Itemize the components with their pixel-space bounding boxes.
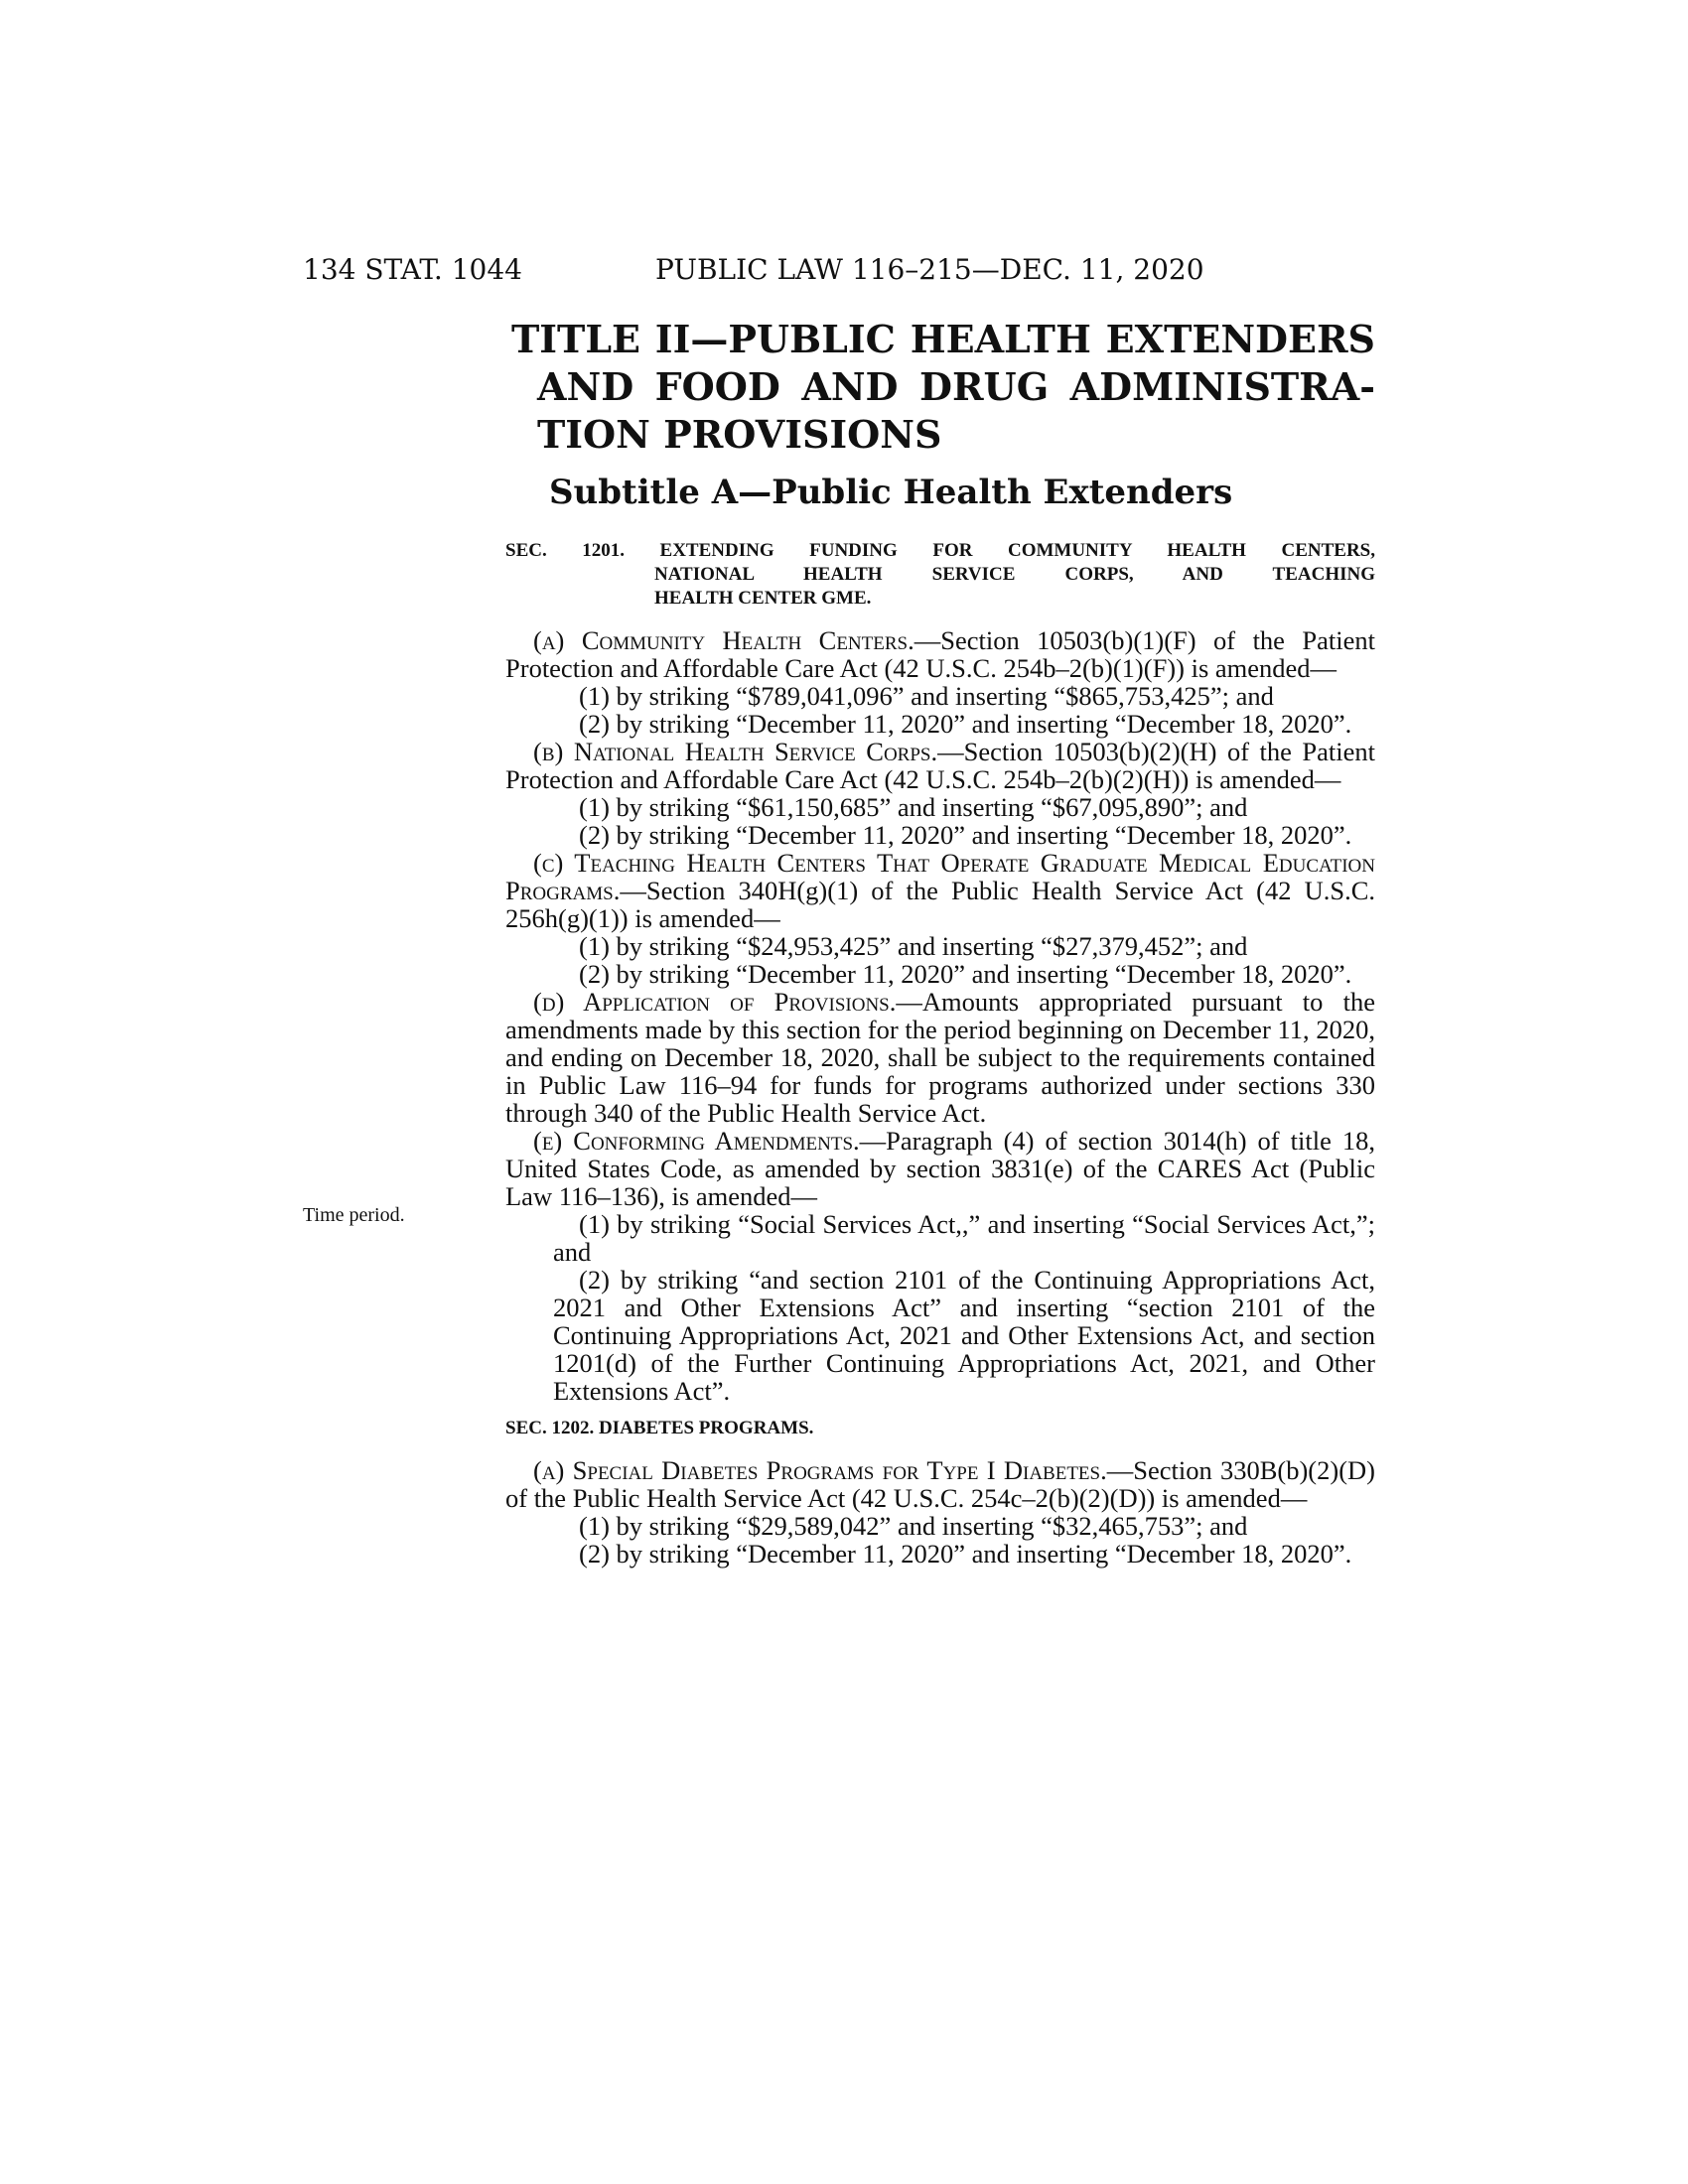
subsection-a xyxy=(505,1456,1375,1512)
section-heading-line: SEC. 1202. DIABETES PROGRAMS. xyxy=(505,1418,814,1438)
title-line-3: TION PROVISIONS xyxy=(537,412,942,457)
subsection-text: —Section 10503(b)(2)(H) of the Patient Protection and Affordable Care Act (42 U.S.C. 254b–2(b)(2)(H)) is amended— xyxy=(505,737,1375,794)
subsection-heading: (a) Special Diabetes Programs for Type I Diabetes. xyxy=(533,1455,1107,1485)
title-line-1: TITLE II—PUBLIC HEALTH EXTENDERS xyxy=(511,317,1375,361)
subsection-text: —Section 330B(b)(2)(D) of the Public Health Service Act (42 U.S.C. 254c–2(b)(2)(D)) is amended— xyxy=(505,1455,1375,1513)
section-heading-line: HEALTH CENTER GME. xyxy=(654,588,872,609)
paragraph-c1: (1) by striking “$24,953,425” and inserting “$27,379,452”; and xyxy=(579,931,1248,961)
subsection-heading: (c) Teaching Health Centers That Operate Graduate Medical Education Programs. xyxy=(505,848,1375,905)
section-1201-heading xyxy=(505,539,1375,611)
subsection-text: —Section 340H(g)(1) of the Public Health Service Act (42 U.S.C. 256h(g)(1)) is amended— xyxy=(505,876,1375,933)
subsection-c xyxy=(505,849,1375,932)
body-text xyxy=(505,539,1375,1568)
title-line-2: AND FOOD AND DRUG ADMINISTRA- xyxy=(537,364,1375,409)
section-heading-line: SEC. 1201. EXTENDING FUNDING FOR COMMUNITY HEALTH CENTERS, xyxy=(505,540,1375,561)
subsection-a xyxy=(505,626,1375,682)
subsection-heading: (a) Community Health Centers. xyxy=(533,625,914,655)
section-heading-line: NATIONAL HEALTH SERVICE CORPS, AND TEACHING xyxy=(654,564,1375,585)
subsection-heading: (e) Conforming Amendments. xyxy=(533,1126,860,1156)
paragraph-c2: (2) by striking “December 11, 2020” and inserting “December 18, 2020”. xyxy=(579,959,1352,989)
subsection-text: —Paragraph (4) of section 3014(h) of title 18, United States Code, as amended by section 3831(e) of the CARES Act (Public Law 116–136), is amended— xyxy=(505,1126,1375,1211)
paragraph-b1: (1) by striking “$61,150,685” and inserting “$67,095,890”; and xyxy=(579,792,1248,822)
paragraph-e2: (2) by striking “and section 2101 of the Continuing Appropriations Act, 2021 and Other Extensions Act” and inserting “section 2101 of the Continuing Appropriations Act, 2021 and Other Extensions Act, and section 1201(d) of the Further Continuing Appropriations Act, 2021, and Other Extensions Act”. xyxy=(553,1265,1375,1406)
statute-page-number: 134 STAT. 1044 xyxy=(303,253,522,286)
subsection-d xyxy=(505,988,1375,1127)
subsection-b xyxy=(505,738,1375,793)
subtitle-heading: Subtitle A—Public Health Extenders xyxy=(549,473,1233,512)
running-head: PUBLIC LAW 116–215—DEC. 11, 2020 xyxy=(655,253,1204,286)
subsection-text: —Amounts appropriated pursuant to the amendments made by this section for the period beginning on December 11, 2020, and ending on December 18, 2020, shall be subject to the requirements contained in Public Law 116–94 for funds for programs authorized under sections 330 through 340 of the Public Health Service Act. xyxy=(505,987,1375,1128)
paragraph-a2: (2) by striking “December 11, 2020” and inserting “December 18, 2020”. xyxy=(579,709,1352,739)
paragraph-a1: (1) by striking “$789,041,096” and inserting “$865,753,425”; and xyxy=(579,681,1274,711)
page-header xyxy=(303,250,1375,290)
subsection-heading: (d) Application of Provisions. xyxy=(533,987,897,1017)
paragraph-b2: (2) by striking “December 11, 2020” and inserting “December 18, 2020”. xyxy=(579,820,1352,850)
title-heading xyxy=(511,316,1375,459)
section-1202-heading xyxy=(505,1417,1375,1440)
margin-note: Time period. xyxy=(303,1204,405,1226)
paragraph-e1: (1) by striking “Social Services Act,,” and inserting “Social Services Act,”; and xyxy=(553,1209,1375,1267)
paragraph-a1: (1) by striking “$29,589,042” and inserting “$32,465,753”; and xyxy=(579,1511,1248,1541)
subsection-e xyxy=(505,1127,1375,1210)
subsection-text: —Section 10503(b)(1)(F) of the Patient Protection and Affordable Care Act (42 U.S.C. 254b–2(b)(1)(F)) is amended— xyxy=(505,625,1375,683)
paragraph-a2: (2) by striking “December 11, 2020” and inserting “December 18, 2020”. xyxy=(579,1539,1352,1569)
subsection-heading: (b) National Health Service Corps. xyxy=(533,737,938,766)
